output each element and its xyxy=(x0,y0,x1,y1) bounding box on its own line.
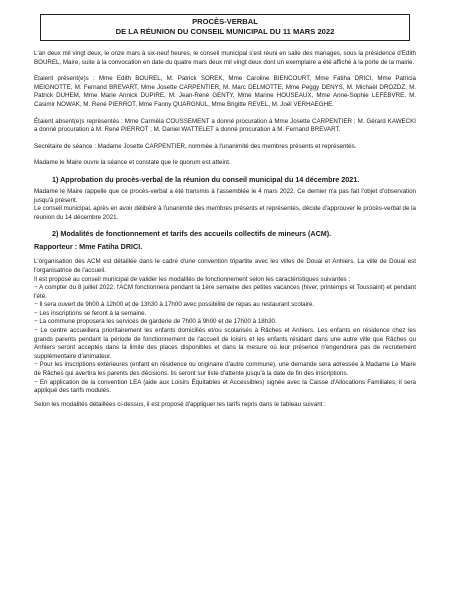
list-item: − En application de la convention LEA (aide aux Loisirs Équitables et Accessibles) signée avec la Caisse d'Allocations Familiales, il sera appliqué des tarifs modulés. xyxy=(34,378,416,395)
section-1-paragraph-1: Madame le Maire rappelle que ce procès-verbal a été transmis à l'assemblée le 4 mars 2022. Ce dernier n'a pas fait l'objet d'observation jusqu'à présent. xyxy=(34,187,416,204)
intro-paragraph: L'an deux mil vingt deux, le onze mars à six-neuf heures, le conseil municipal s'est réuni en salle des mariages, sous la présidence d'Edith BOUREL, Maire, suite à la convocation en date du quatre mars deux mil vingt deux dont un exemplaire a été affiché à la porte de la mairie. xyxy=(34,50,416,66)
section-2-intro-2: Il est proposé au conseil municipal de valider les modalités de fonctionnement selon les caractéristiques suivantes : xyxy=(34,275,351,283)
page-subtitle: DE LA RÉUNION DU CONSEIL MUNICIPAL DU 11 MARS 2022 xyxy=(115,27,335,36)
presents-paragraph: Etaient présent(e)s : Mme Edith BOUREL, M. Patrick SOREK, Mme Caroline BIENCOURT, Mme Fatiha DRICI, Mme Patricia MEIGNOTTE, M. Fernand BREVART, Mme Josette CARPENTIER, M. Marc DELMOTTE, Mme Peggy DENYS, M. Michaël DROZDZ, M. Patrick DUHEM, Mme Marie Annick DUPIRE, M. Jean-René GENTY, Mme Marine HOUSEAUX, Mme Anne-Sophie LEFEBVRE, M. Casimir NOWAK, M. René PIERROT, Mme Fanny QUARGNUL, Mme Brigitte REVEL, M. Joël VERHAEGHE. xyxy=(34,75,416,108)
conclusion-paragraph: Selon les modalités détaillées ci-dessus, il est proposé d'appliquer les tarifs repris dans le tableau suivant : xyxy=(34,400,326,408)
section-2-heading: 2) Modalités de fonctionnement et tarifs des accueils collectifs de mineurs (ACM). xyxy=(52,229,332,239)
title-box xyxy=(40,14,410,41)
list-item: − Pour les inscriptions extérieures (enfant en résidence ou originaire d'autre commune), une demande sera adressée à Madame Le Maire de Râches qui avertira les parents des décisions. Ils seront sur liste d'attente jusqu'à la date de fin des inscriptions. xyxy=(34,361,416,378)
rapporteur-line: Rapporteur : Mme Fatiha DRICI. xyxy=(34,242,143,252)
page-title: PROCÈS-VERBAL xyxy=(192,17,258,26)
list-item: − A compter du 8 juillet 2022, l'ACM fonctionnera pendant la 1ère semaine des petites vacances (hiver, printemps et Toussaint) et pendant l'été. xyxy=(34,284,416,300)
modalites-list xyxy=(34,284,416,396)
section-1-paragraph-2: Le conseil municipal, après en avoir délibéré à l'unanimité des membres présents et représentés, décide d'approuver le procès-verbal de la réunion du 14 décembre 2021. xyxy=(34,205,416,221)
section-1-heading: 1) Approbation du procès-verbal de la réunion du conseil municipal du 14 décembre 2021. xyxy=(52,174,360,184)
secretaire-paragraph: Secrétaire de séance : Madame Josette CARPENTIER, nommée à l'unanimité des membres présents et représentés. xyxy=(34,142,357,150)
absents-paragraph: Étaient absent(e)s représentés : Mme Carméla COUSSEMENT a donné procuration à Mme Josette CARPENTIER ; M. Gérard KAWECKI a donné procuration à M. René PIERROT ; M. Daniel WATTELET a donné procuration à M. Fernand BREVART. xyxy=(34,117,416,134)
section-2-intro: L'organisation des ACM est détaillée dans le cadre d'une convention tripartite avec les villes de Douai et Anhiers. La ville de Douai est l'organisatrice de l'accueil. xyxy=(34,258,416,274)
list-item: − La commune proposera les services de garderie de 7h00 à 9h00 et de 17h00 à 18h30. xyxy=(34,318,277,326)
ouverture-paragraph: Madame le Maire ouvre la séance et constate que le quorum est atteint. xyxy=(34,159,231,167)
list-item: − Les inscriptions se feront à la semaine. xyxy=(34,309,147,317)
list-item: − Le centre accueillera prioritairement les enfants domiciliés et/ou scolarisés à Râches et Anhiers. Les enfants en résidence chez les grands parents pendant la période de fonctionnement de l'accueil de loisirs et les enfants résidant dans une autre ville que Râches ou Anhiers seront acceptés dans la limite des places disponibles et dans la mesure où leur présence n'engendrera pas de recrutement supplémentaire d'animateur. xyxy=(34,327,416,360)
list-item: − Il sera ouvert de 9h00 à 12h00 et de 13h30 à 17h00 avec possibilité de repas au restaurant scolaire. xyxy=(34,301,315,309)
